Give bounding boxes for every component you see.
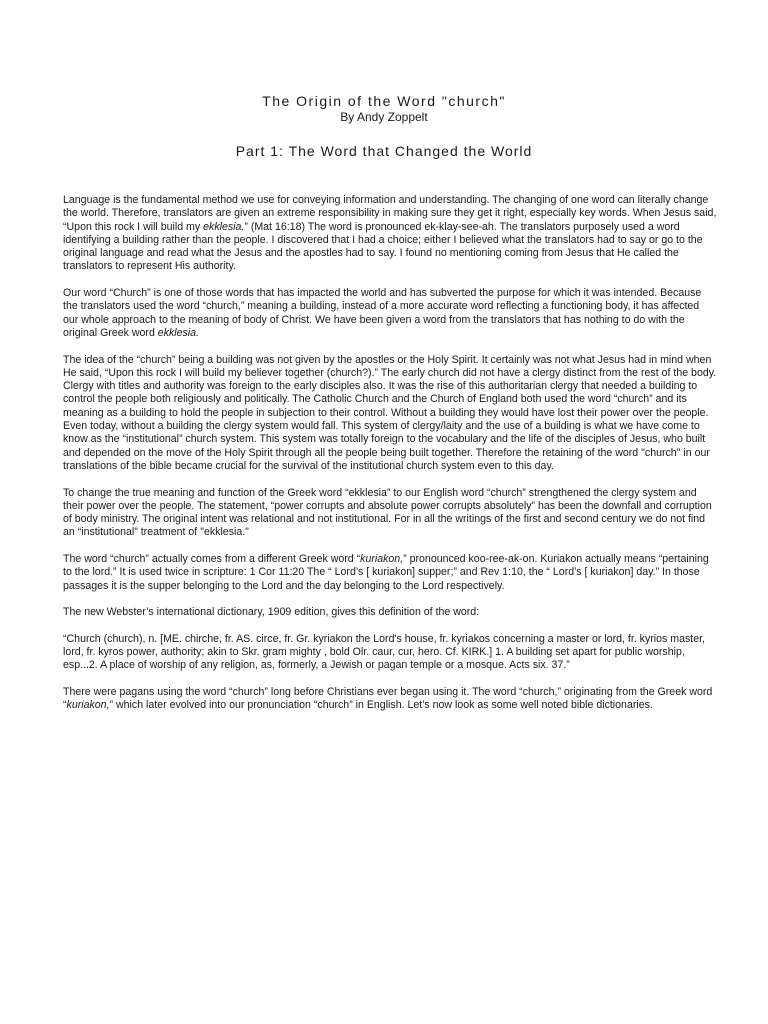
paragraph-1-emphasis: ekklesia.: [203, 220, 245, 233]
paragraph-3: The idea of the “church” being a building was not given by the apostles or the Holy Spirit. It certainly was not what Jesus had in mind when He said, “Upon this rock I will build my believer together (church?).” The early church did not have a clergy distinct from the rest of the body. Clergy with titles and authority was foreign to the early disciples also. It was the rise of this authoritarian clergy that needed a building to control the people both religiously and politically. The Catholic Church and the Church of England both used the word “church” and its meaning as a building to hold the people in subjection to their control. Without a building they would have lost their power over the people. Even today, without a building the clergy system would fall. This system of clergy/laity and the use of a building is what we have come to know as the “institutional” church system. This system was totally foreign to the vocabulary and the life of the disciples of Jesus, who built and depended on the move of the Holy Spirit through all the people being built together. Therefore the retaining of the word "church" in our translations of the bible became crucial for the survival of the institutional church system even to this day.: [63, 353, 717, 472]
paragraph-5-text-a: The word “church” actually comes from a different Greek word “: [63, 553, 361, 566]
paragraph-2: [63, 287, 717, 340]
paragraph-5: [63, 553, 717, 593]
paragraph-8: [63, 686, 717, 713]
paragraph-5-text-c: ” pronounced koo-ree-ak-on. Kuriakon actually means “pertaining to the lord.” It is used twice in scripture: 1 Cor 11:20 The “ Lord’s [ kuriakon] supper;” and Rev 1:10, the “ Lord’s [ kuriakon] day.” In those passages it is the supper belonging to the Lord and the day belonging to the Lord respectively.: [63, 553, 709, 592]
paragraph-1-text-a: Language is the fundamental method we use for conveying information and understanding. The changing of one word can literally change the world. Therefore, translators are given an extreme responsibility in making sure they get it right, especially key words. When Jesus said, “Upon this rock I will build my: [63, 194, 717, 233]
author-byline: By Andy Zoppelt: [340, 110, 428, 124]
paragraph-8-emphasis: kuriakon,: [66, 699, 110, 712]
paragraph-1: [63, 194, 717, 274]
paragraph-4: To change the true meaning and function of the Greek word “ekklesia” to our English word “church” strengthened the clergy system and their power over the people. The statement, “power corrupts and absolute power corrupts absolutely” has been the downfall and corruption of body ministry. The original intent was relational and not institutional. For in all the writings of the first and second century we do not find an “institutional” treatment of "ekklesia.": [63, 486, 712, 539]
body-text: [63, 194, 717, 726]
paragraph-1-text-c: ” (Mat 16:18) The word is pronounced ek-klay-see-ah. The translators purposely used a word identifying a building rather than the people. I discovered that I had a choice; either I believed what the translators had to say or go to the original language and read what the Jesus and the apostles had to say. I found no mentioning coming from Jesus that He called the translators to represent His authority.: [63, 220, 703, 273]
paragraph-8-text-a: There were pagans using the word “church” long before Christians ever began using it. The word “church,” originating from the Greek word “: [63, 685, 713, 712]
paragraph-2-emphasis: ekklesia.: [157, 326, 200, 339]
part-heading: Part 1: The Word that Changed the World: [235, 143, 533, 159]
paragraph-7-quote: “Church (church), n. [ME. chirche, fr. AS. circe, fr. Gr. kyriakon the Lord's house, fr. kyriakos concerning a master or lord, fr. kyrios master, lord, fr. kyros power, authority; akin to Skr. gram mighty , bold Olr. caur, cur, hero. Cf. KIRK.] 1. A building set apart for public worship, esp...2. A place of worship of any religion, as, formerly, a Jewish or pagan temple or a mosque. Acts six. 37.”: [63, 632, 705, 672]
paragraph-5-emphasis: kuriakon,: [360, 553, 404, 566]
paragraph-6: The new Webster’s international dictionary, 1909 edition, gives this definition of the word:: [63, 606, 480, 619]
document-title: The Origin of the Word "church": [262, 93, 506, 109]
paragraph-8-text-c: ” which later evolved into our pronunciation “church” in English. Let’s now look as some well noted bible dictionaries.: [109, 699, 653, 712]
paragraph-2-text-a: Our word “Church” is one of those words that has impacted the world and has subverted the purpose for which it was intended. Because the translators used the word “church,” meaning a building, instead of a more accurate word reflecting a functioning body, it has affected our whole approach to the meaning of body of Christ. We have been given a word from the translators that has nothing to do with the original Greek word: [63, 287, 702, 339]
